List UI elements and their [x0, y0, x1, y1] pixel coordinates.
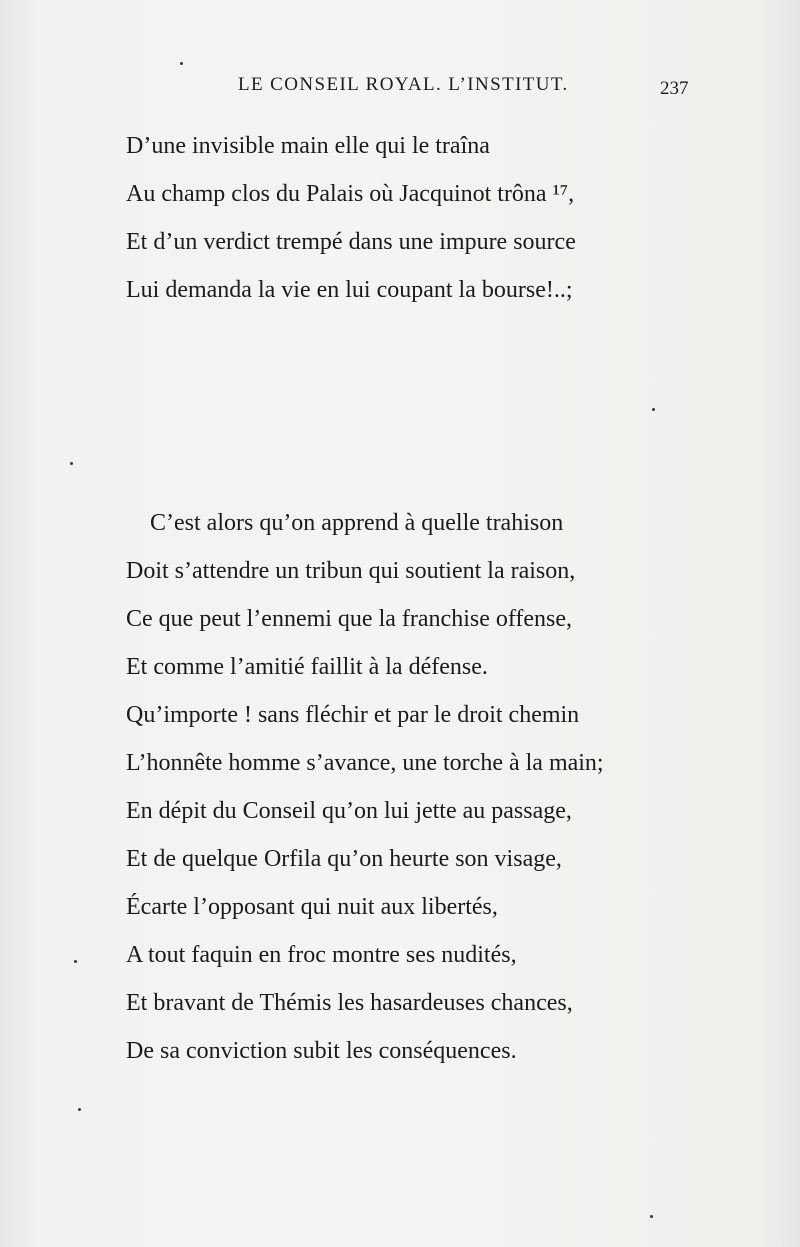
verse-line: Et comme l’amitié faillit à la défense.: [126, 654, 488, 680]
verse-line: Et de quelque Orfila qu’on heurte son visage,: [126, 846, 562, 872]
paper-speck: [650, 1215, 653, 1218]
verse-line: En dépit du Conseil qu’on lui jette au passage,: [126, 798, 572, 824]
page-header: [0, 74, 800, 110]
verse-line: De sa conviction subit les conséquences.: [126, 1038, 517, 1064]
verse-line: L’honnête homme s’avance, une torche à la main;: [126, 750, 604, 776]
paper-speck: [70, 462, 73, 465]
verse-line: Et d’un verdict trempé dans une impure source: [126, 229, 576, 255]
stanza-2: [0, 505, 800, 1081]
verse-line: Qu’importe ! sans fléchir et par le droit chemin: [126, 702, 580, 728]
page-number: 237: [660, 78, 689, 99]
paper-speck: [180, 62, 183, 65]
verse-line: D’une invisible main elle qui le traîna: [126, 133, 490, 159]
verse-line: Au champ clos du Palais où Jacquinot trôna ¹⁷,: [126, 181, 575, 207]
running-title: LE CONSEIL ROYAL. L’INSTITUT.: [238, 74, 569, 95]
stanza-1: [0, 128, 800, 320]
paper-speck: [74, 960, 77, 963]
verse-line: A tout faquin en froc montre ses nudités,: [126, 942, 517, 968]
verse-line: Doit s’attendre un tribun qui soutient la raison,: [126, 558, 576, 584]
verse-line: C’est alors qu’on apprend à quelle trahison: [150, 510, 564, 536]
verse-line: Écarte l’opposant qui nuit aux libertés,: [126, 894, 498, 920]
verse-line: Lui demanda la vie en lui coupant la bourse!..;: [126, 277, 573, 303]
paper-speck: [78, 1108, 81, 1111]
paper-speck: [652, 408, 655, 411]
verse-line: Et bravant de Thémis les hasardeuses chances,: [126, 990, 573, 1016]
verse-line: Ce que peut l’ennemi que la franchise offense,: [126, 606, 573, 632]
